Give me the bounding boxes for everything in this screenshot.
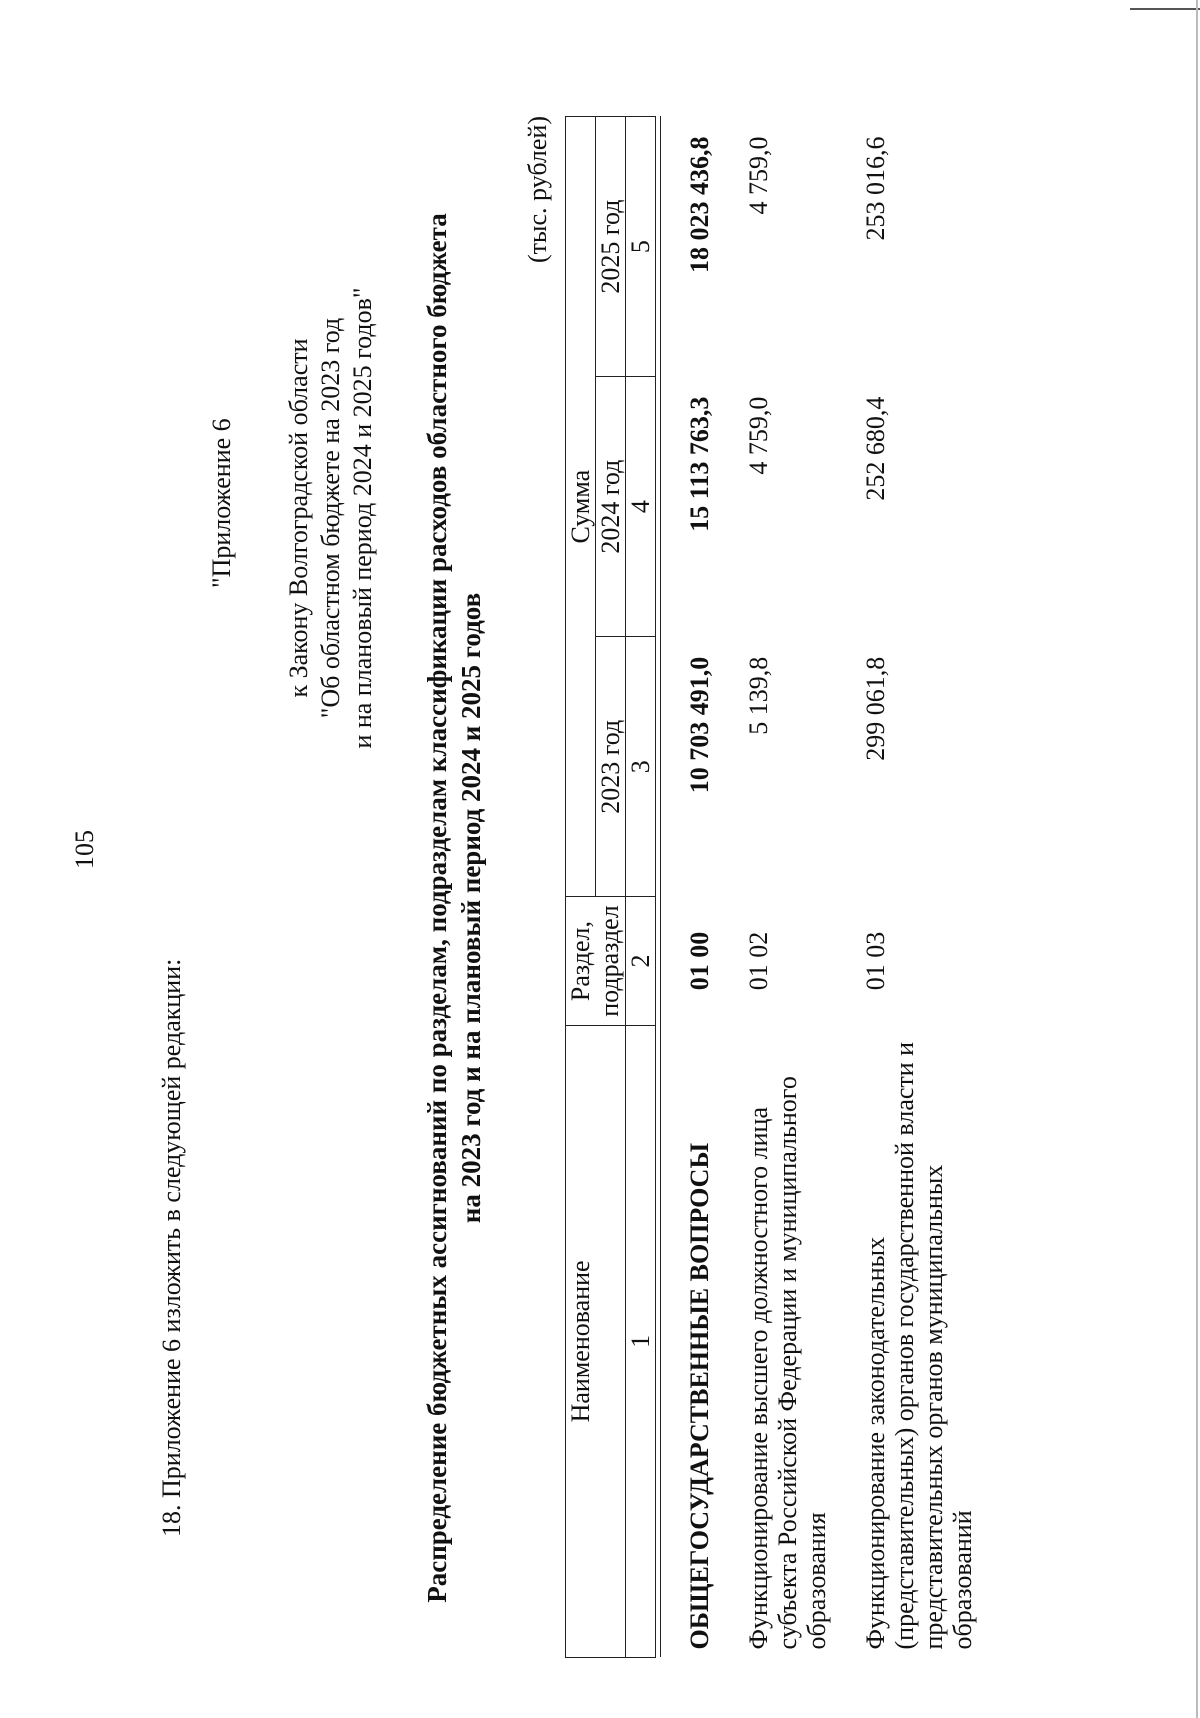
scan-edge-mark [1130,8,1200,10]
heading-line: Распределение бюджетных ассигнований по разделам, подразделам классификации расходов областного бюджета [422,213,452,1603]
col-number: 3 [626,637,656,897]
appendix-line: к Закону Волгоградской области [284,338,313,698]
units-label: (тыс. рублей) [523,115,552,263]
row-2025: 253 016,6 [861,136,890,241]
header-section: Раздел, подраздел [566,897,626,1026]
row-name: ОБЩЕГОСУДАРСТВЕННЫЕ ВОПРОСЫ [685,1143,714,1650]
header-name: Наименование [566,1025,626,1657]
row-2024: 252 680,4 [861,396,890,501]
row-2023: 299 061,8 [861,656,890,761]
table-row [831,117,977,1658]
row-code: 01 03 [861,931,890,991]
row-code: 01 00 [685,931,714,991]
header-sum: Сумма [566,117,596,897]
intro-text: 18. Приложение 6 изложить в следующей редакции: [157,958,186,1537]
appendix-title: "Приложение 6 [207,418,236,588]
row-2024: 15 113 763,3 [685,396,714,532]
header-2025: 2025 год [596,117,626,377]
col-number: 5 [626,117,656,377]
scan-edge-mark [1196,0,1198,1718]
row-code: 01 02 [744,931,773,991]
row-2023: 10 703 491,0 [685,656,714,794]
row-2023: 5 139,8 [744,656,773,735]
appendix-line: и на плановый период 2024 и 2025 годов" [348,287,377,749]
document-heading [420,178,488,1638]
appendix-reference [283,148,379,888]
appendix-line: "Об областном бюджете на 2023 год [316,317,345,719]
table-row [661,117,715,1658]
col-number: 2 [626,897,656,1026]
table-column-numbers [626,117,656,1658]
page-number: 105 [70,830,99,869]
col-number: 1 [626,1025,656,1657]
heading-line: на 2023 год и на плановый период 2024 и 2025 годов [456,592,486,1224]
table-header-row [566,117,596,1658]
row-name: Функционирование высшего должностного лица субъекта Российской Федерации и муниципального образования [744,1076,831,1650]
header-2023: 2023 год [596,637,626,897]
table-row [714,117,831,1658]
header-2024: 2024 год [596,377,626,637]
col-number: 4 [626,377,656,637]
row-2024: 4 759,0 [744,396,773,475]
row-2025: 4 759,0 [744,136,773,215]
row-name: Функционирование законодательных (представительных) органов государственной власти и представительных органов муниципальных образований [861,1041,977,1650]
budget-table [565,116,977,1658]
row-2025: 18 023 436,8 [685,136,714,273]
